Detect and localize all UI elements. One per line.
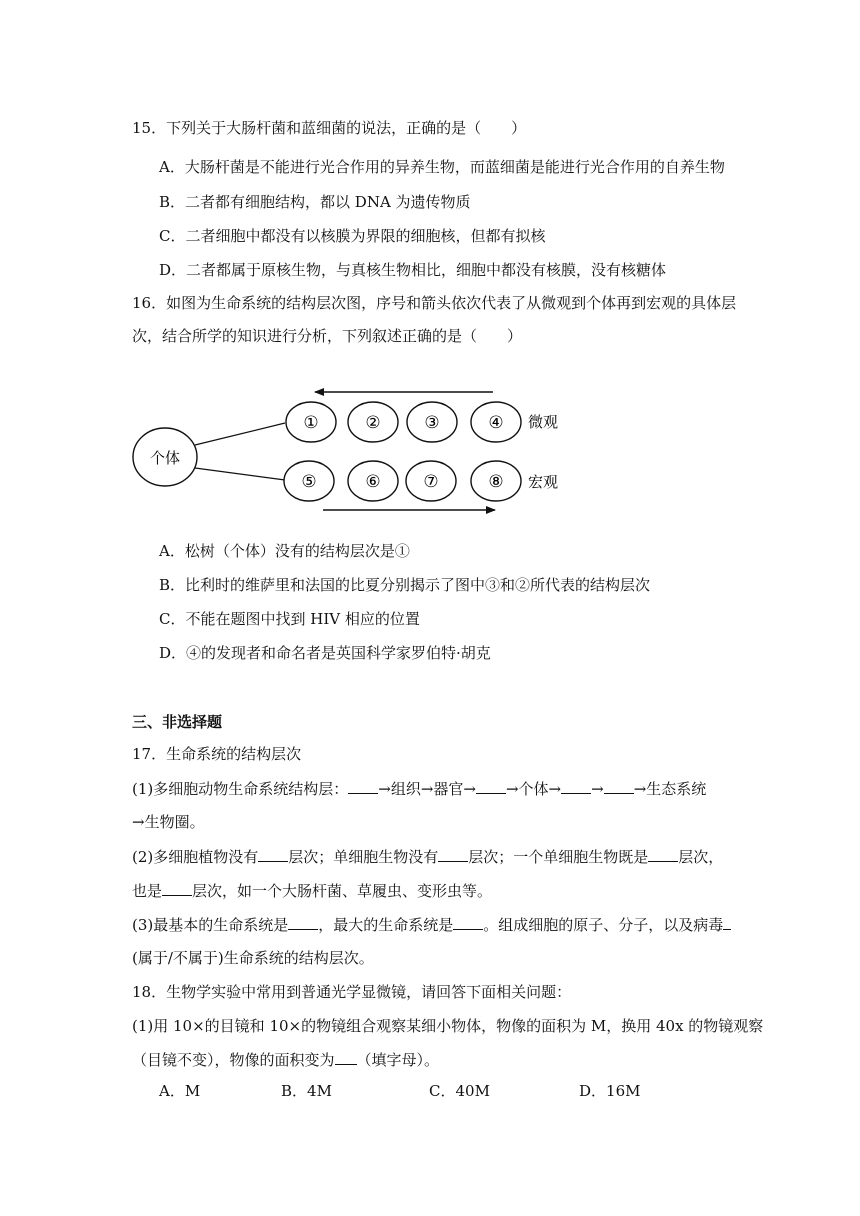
- q18-stem: 18．生物学实验中常用到普通光学显微镜，请回答下面相关问题：: [132, 983, 572, 1001]
- q16-option-b: B．比利时的维萨里和法国的比夏分别揭示了图中③和②所代表的结构层次: [159, 576, 651, 594]
- svg-text:⑤: ⑤: [301, 472, 317, 492]
- q18-options: [159, 1080, 679, 1102]
- blank[interactable]: [162, 880, 192, 896]
- q17-part1-line2: →生物圈。: [132, 813, 205, 831]
- svg-text:⑧: ⑧: [488, 472, 504, 492]
- q16-stem-line2: 次，结合所学的知识进行分析，下列叙述正确的是（ ）: [132, 327, 523, 345]
- blank[interactable]: [561, 778, 591, 794]
- blank[interactable]: [476, 778, 506, 794]
- q17-part2-line1: (2)多细胞植物没有 层次；单细胞生物没有 层次；一个单细胞生物既是 层次，: [132, 848, 724, 866]
- q17-part3-line1: (3)最基本的生命系统是 ，最大的生命系统是 。组成细胞的原子、分子，以及病毒: [132, 914, 731, 935]
- connector-top: [195, 423, 285, 445]
- individual-label: 个体: [149, 449, 181, 467]
- individual-node: [133, 428, 197, 486]
- blank[interactable]: [258, 846, 288, 862]
- blank[interactable]: [648, 846, 678, 862]
- svg-text:⑦: ⑦: [423, 472, 439, 492]
- q15-option-d: D．二者都属于原核生物，与真核生物相比，细胞中都没有核膜，没有核糖体: [159, 261, 667, 279]
- micro-label: 微观: [528, 413, 559, 431]
- blank[interactable]: [348, 778, 378, 794]
- q15-option-a: A．大肠杆菌是不能进行光合作用的异养生物，而蓝细菌是能进行光合作用的自养生物: [159, 158, 725, 176]
- node-1: [286, 402, 336, 442]
- blank[interactable]: [335, 1049, 357, 1065]
- q17-stem: 17．生命系统的结构层次: [132, 745, 302, 763]
- macro-label: 宏观: [528, 473, 559, 491]
- node-7: [406, 461, 456, 501]
- q16-option-a: A．松树（个体）没有的结构层次是①: [159, 542, 410, 560]
- q15-option-c: C．二者细胞中都没有以核膜为界限的细胞核，但都有拟核: [159, 227, 546, 245]
- q16-option-d: D．④的发现者和命名者是英国科学家罗伯特·胡克: [159, 644, 491, 662]
- node-5: [284, 461, 334, 501]
- blank[interactable]: [288, 914, 318, 930]
- blank[interactable]: [604, 778, 634, 794]
- q18-option-b: B．4M: [281, 1082, 332, 1100]
- hierarchy-diagram: [125, 380, 585, 520]
- q16-option-c: C．不能在题图中找到 HIV 相应的位置: [159, 610, 420, 628]
- node-8: [471, 461, 521, 501]
- node-4: [471, 402, 521, 442]
- node-6: [348, 461, 398, 501]
- q18-option-c: C．40M: [429, 1082, 490, 1100]
- q18-part1-line1: (1)用 10×的目镜和 10×的物镜组合观察某细小物体，物像的面积为 M，换用 40x 的物镜观察: [132, 1017, 764, 1035]
- q17-part1-line1: (1)多细胞动物生命系统结构层： →组织→器官→ →个体→ → →生态系统: [132, 780, 707, 798]
- svg-text:④: ④: [488, 413, 504, 433]
- connector-bottom: [195, 468, 285, 480]
- node-3: [407, 402, 457, 442]
- q18-option-d: D．16M: [579, 1082, 641, 1100]
- q18-option-a: A．M: [159, 1082, 201, 1100]
- svg-text:①: ①: [303, 413, 319, 433]
- svg-text:②: ②: [365, 413, 381, 433]
- blank[interactable]: [438, 846, 468, 862]
- q15-stem: 15．下列关于大肠杆菌和蓝细菌的说法，正确的是（ ）: [132, 119, 527, 137]
- q15-option-b: B．二者都有细胞结构，都以 DNA 为遗传物质: [159, 193, 471, 211]
- svg-text:③: ③: [424, 413, 440, 433]
- q16-stem-line1: 16．如图为生命系统的结构层次图，序号和箭头依次代表了从微观到个体再到宏观的具体层: [132, 294, 737, 312]
- section-title: 三、非选择题: [132, 713, 223, 731]
- q17-part2-line2: 也是 层次，如一个大肠杆菌、草履虫、变形虫等。: [132, 882, 493, 900]
- node-2: [348, 402, 398, 442]
- q18-part1-line2: （目镜不变），物像的面积变为 （填字母）。: [132, 1051, 440, 1069]
- blank[interactable]: [723, 914, 731, 930]
- blank[interactable]: [453, 914, 483, 930]
- svg-text:⑥: ⑥: [365, 472, 381, 492]
- q17-part3-line2: (属于/不属于)生命系统的结构层次。: [132, 949, 374, 967]
